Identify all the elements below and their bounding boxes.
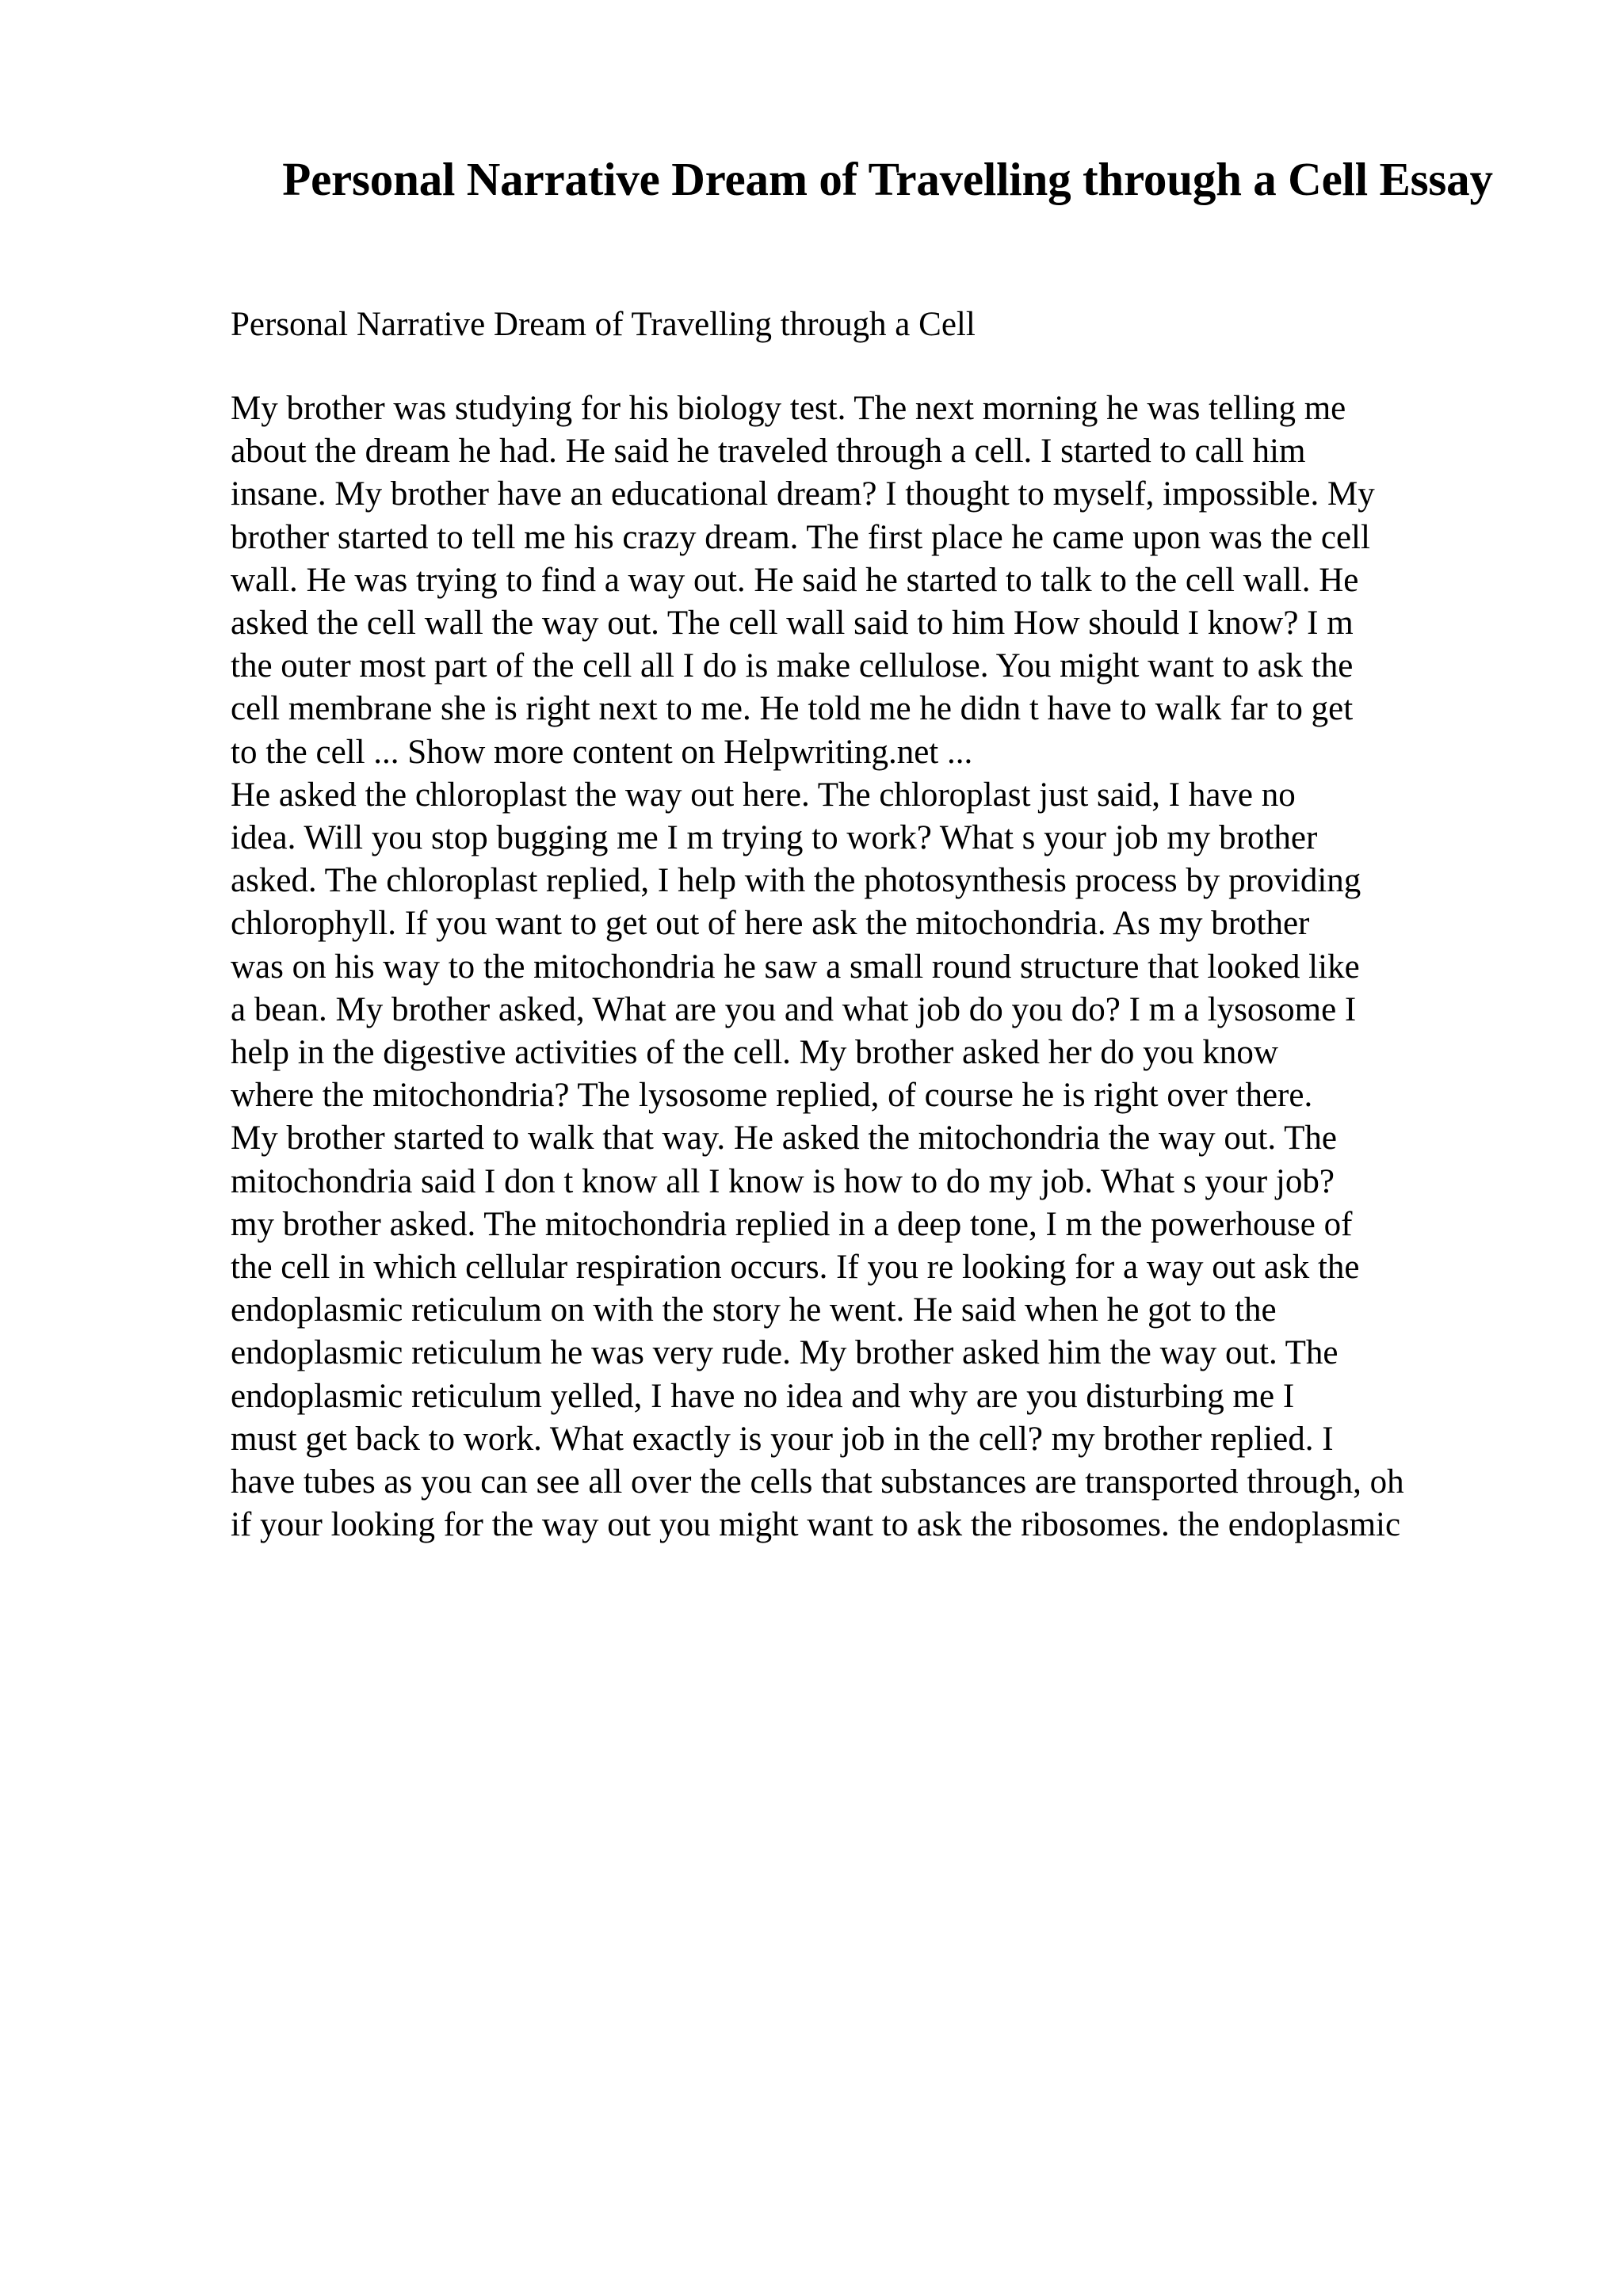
- body-line: chlorophyll. If you want to get out of here ask the mitochondria. As my brother: [231, 905, 1310, 943]
- essay-body: [231, 387, 1514, 1547]
- body-line: must get back to work. What exactly is your job in the cell? my brother replied. I: [231, 1420, 1334, 1458]
- body-line: insane. My brother have an educational dream? I thought to myself, impossible. My: [231, 475, 1375, 513]
- body-line: asked. The chloroplast replied, I help with the photosynthesis process by providing: [231, 862, 1361, 900]
- essay-subtitle: Personal Narrative Dream of Travelling through a Cell: [231, 306, 976, 343]
- body-line: endoplasmic reticulum he was very rude. My brother asked him the way out. The: [231, 1334, 1338, 1372]
- body-line: idea. Will you stop bugging me I m trying to work? What s your job my brother: [231, 819, 1318, 857]
- body-line: have tubes as you can see all over the cells that substances are transported through, oh: [231, 1463, 1404, 1501]
- body-line: the cell in which cellular respiration occurs. If you re looking for a way out ask the: [231, 1249, 1360, 1287]
- body-line: about the dream he had. He said he traveled through a cell. I started to call him: [231, 433, 1306, 471]
- body-line: wall. He was trying to find a way out. He said he started to talk to the cell wall. He: [231, 561, 1359, 599]
- body-line: brother started to tell me his crazy dream. The first place he came upon was the cell: [231, 518, 1370, 556]
- body-line: My brother was studying for his biology test. The next morning he was telling me: [231, 390, 1346, 427]
- body-line: the outer most part of the cell all I do is make cellulose. You might want to ask the: [231, 647, 1354, 685]
- body-line: He asked the chloroplast the way out here. The chloroplast just said, I have no: [231, 776, 1296, 814]
- page-title: Personal Narrative Dream of Travelling through a Cell Essay: [282, 153, 1493, 205]
- body-line: if your looking for the way out you might want to ask the ribosomes. the endoplasmic: [231, 1506, 1401, 1544]
- body-line: my brother asked. The mitochondria replied in a deep tone, I m the powerhouse of: [231, 1205, 1353, 1243]
- body-line: cell membrane she is right next to me. He told me he didn t have to walk far to get: [231, 690, 1354, 728]
- body-line: endoplasmic reticulum yelled, I have no idea and why are you disturbing me I: [231, 1377, 1295, 1415]
- body-line: asked the cell wall the way out. The cell wall said to him How should I know? I m: [231, 605, 1354, 643]
- body-line: was on his way to the mitochondria he saw a small round structure that looked like: [231, 948, 1360, 986]
- body-line: help in the digestive activities of the cell. My brother asked her do you know: [231, 1034, 1278, 1072]
- body-line: My brother started to walk that way. He asked the mitochondria the way out. The: [231, 1119, 1337, 1158]
- body-line: endoplasmic reticulum on with the story he went. He said when he got to the: [231, 1291, 1277, 1329]
- body-line: to the cell ... Show more content on Helpwriting.net ...: [231, 733, 973, 771]
- body-line: where the mitochondria? The lysosome replied, of course he is right over there.: [231, 1077, 1313, 1115]
- body-line: mitochondria said I don t know all I know is how to do my job. What s your job?: [231, 1162, 1335, 1200]
- body-line: a bean. My brother asked, What are you and what job do you do? I m a lysosome I: [231, 990, 1357, 1028]
